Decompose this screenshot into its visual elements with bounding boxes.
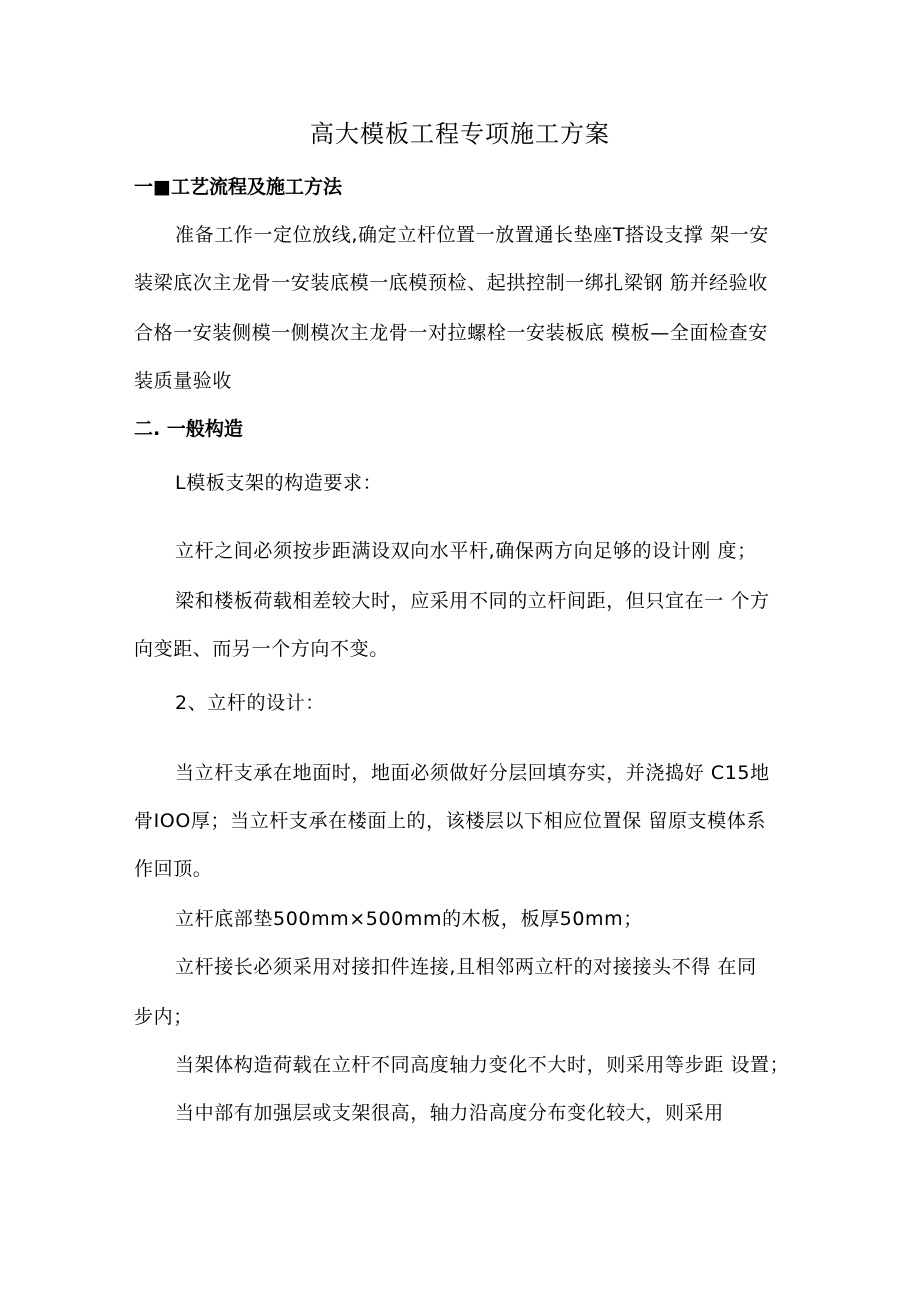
paragraph-line: 步内； — [134, 1006, 193, 1028]
paragraph-line: 2、立杆的设计： — [175, 692, 325, 714]
paragraph-line: 立杆之间必须按步距满设双向水平杆,确保两方向足够的设计刚 度； — [175, 540, 757, 562]
paragraph-line: 装梁底次主龙骨一安装底模一底模预检、起拱控制一绑扎梁钢 筋并经验收 — [134, 272, 768, 294]
document-title: 高大模板工程专项施工方案 — [310, 120, 610, 148]
paragraph-line: L模板支架的构造要求： — [175, 472, 383, 494]
paragraph-line: 当立杆支承在地面时，地面必须做好分层回填夯实，并浇捣好 C15地 — [175, 762, 770, 784]
paragraph-line: 当架体构造荷载在立杆不同高度轴力变化不大时，则采用等步距 设置； — [175, 1054, 790, 1076]
paragraph-line: 立杆底部垫500mm×500mm的木板，板厚50mm； — [175, 908, 643, 930]
paragraph-line: 作回顶。 — [134, 858, 213, 880]
paragraph-line: 向变距、而另一个方向不变。 — [134, 638, 389, 660]
paragraph-line: 骨IOO厚；当立杆支承在楼面上的，该楼层以下相应位置保 留原支模体系 — [134, 810, 766, 832]
paragraph-line: 合格一安装侧模一侧模次主龙骨一对拉螺栓一安装板底 模板—全面检查安 — [134, 322, 768, 344]
section-heading-structure: 二. 一般构造 — [134, 418, 243, 440]
paragraph-line: 立杆接长必须采用对接扣件连接,且相邻两立杆的对接接头不得 在同 — [175, 956, 757, 978]
paragraph-line: 准备工作一定位放线,确定立杆位置一放置通长垫座T搭设支撑 架一安 — [175, 224, 769, 246]
paragraph-line: 当中部有加强层或支架很高，轴力沿高度分布变化较大，则采用 — [175, 1102, 724, 1124]
section-heading-process: 一■工艺流程及施工方法 — [134, 176, 342, 198]
paragraph-line: 装质量验收 — [134, 370, 233, 392]
paragraph-line: 梁和楼板荷载相差较大时，应采用不同的立杆间距，但只宜在一 个方 — [175, 590, 770, 612]
